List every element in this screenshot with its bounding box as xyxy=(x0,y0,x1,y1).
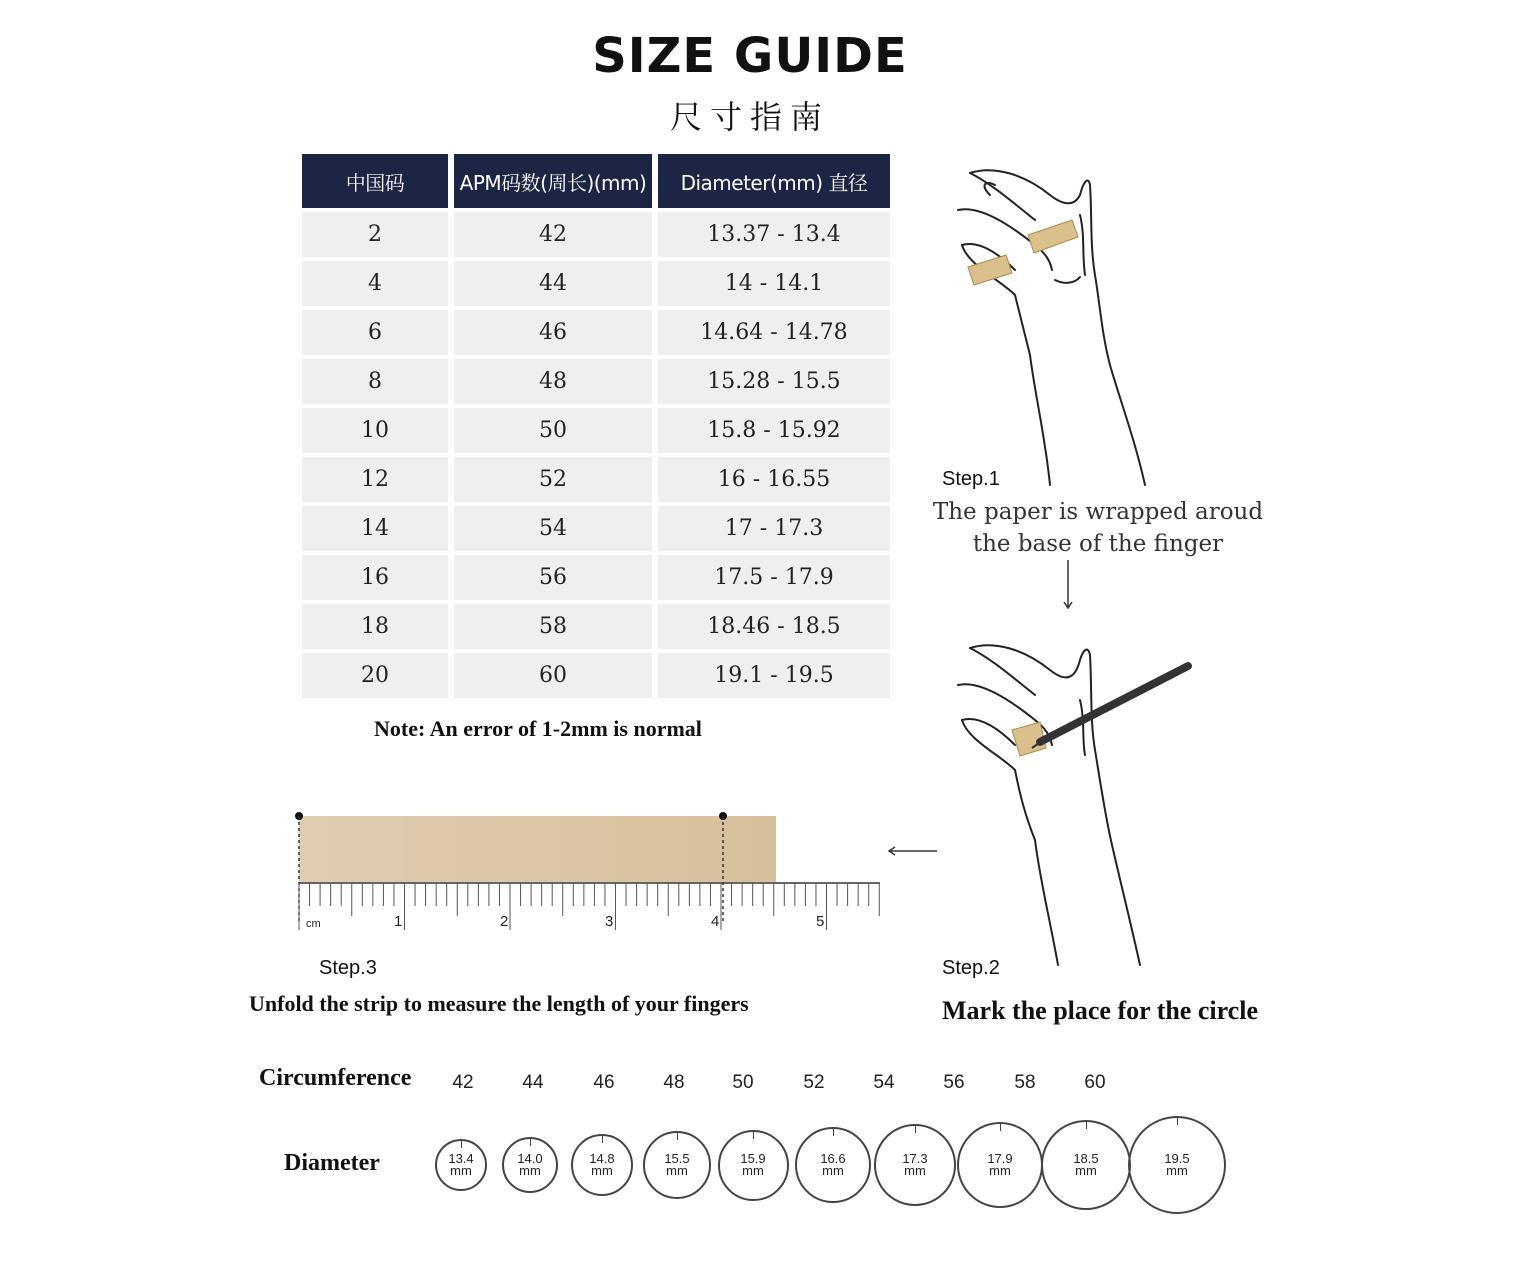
cell-apm-size: 46 xyxy=(454,310,652,355)
step2-description: Mark the place for the circle xyxy=(942,996,1258,1025)
diameter-value: 15.9 xyxy=(740,1151,766,1166)
circumference-label: Circumference xyxy=(259,1065,412,1091)
circumference-value: 42 xyxy=(452,1072,474,1093)
table-row xyxy=(302,310,890,355)
step1-description xyxy=(900,496,1296,560)
table-row xyxy=(302,212,890,257)
cell-diameter: 13.37 - 13.4 xyxy=(658,212,890,257)
diameter-unit: mm xyxy=(591,1162,613,1178)
diameter-ring xyxy=(957,1122,1043,1208)
diameter-value: 17.9 xyxy=(987,1150,1013,1166)
table-row xyxy=(302,359,890,404)
diameter-unit: mm xyxy=(822,1162,844,1178)
ruler-number-4: 4 xyxy=(711,913,720,930)
down-arrow-icon xyxy=(1060,560,1076,612)
cell-china-size: 10 xyxy=(302,408,448,453)
diameter-ring-label xyxy=(645,1150,709,1178)
ruler-number-5: 5 xyxy=(816,913,825,930)
circumference-value: 56 xyxy=(943,1072,965,1093)
diameter-unit: mm xyxy=(519,1162,541,1178)
diameter-ring-label xyxy=(797,1150,869,1178)
diameter-unit: mm xyxy=(989,1162,1011,1178)
cell-diameter: 15.28 - 15.5 xyxy=(658,359,890,404)
table-row xyxy=(302,457,890,502)
cell-diameter: 14 - 14.1 xyxy=(658,261,890,306)
cell-apm-size: 48 xyxy=(454,359,652,404)
cell-apm-size: 44 xyxy=(454,261,652,306)
diameter-ring-label xyxy=(504,1150,557,1178)
cell-apm-size: 52 xyxy=(454,457,652,502)
diameter-ring xyxy=(502,1137,559,1194)
diameter-ring-label xyxy=(573,1150,632,1178)
table-row xyxy=(302,506,890,551)
diameter-ring-label xyxy=(1043,1150,1130,1178)
diameter-ring xyxy=(874,1124,956,1206)
cell-china-size: 8 xyxy=(302,359,448,404)
diameter-ring xyxy=(571,1134,634,1197)
cell-apm-size: 42 xyxy=(454,212,652,257)
diameter-unit: mm xyxy=(1075,1162,1097,1178)
circumference-value: 48 xyxy=(663,1072,685,1093)
ruler-unit: cm xyxy=(306,918,321,930)
cell-china-size: 20 xyxy=(302,653,448,698)
cell-china-size: 12 xyxy=(302,457,448,502)
table-header-row xyxy=(302,154,890,208)
diameter-value: 14.8 xyxy=(589,1150,615,1166)
step3-label: Step.3 xyxy=(319,957,377,979)
circumference-value: 54 xyxy=(873,1072,895,1093)
diameter-ring-label xyxy=(959,1150,1041,1178)
cell-apm-size: 58 xyxy=(454,604,652,649)
diameter-value: 17.3 xyxy=(902,1150,928,1166)
cell-diameter: 14.64 - 14.78 xyxy=(658,310,890,355)
note-text: Note: An error of 1-2mm is normal xyxy=(374,716,702,741)
table-row xyxy=(302,604,890,649)
header-china-size: 中国码 xyxy=(302,154,448,208)
diameter-ring xyxy=(1128,1116,1226,1214)
cell-diameter: 16 - 16.55 xyxy=(658,457,890,502)
ruler-number-1: 1 xyxy=(394,913,403,930)
circumference-value: 52 xyxy=(803,1072,825,1093)
cell-china-size: 2 xyxy=(302,212,448,257)
cell-china-size: 4 xyxy=(302,261,448,306)
diameter-value: 16.6 xyxy=(820,1150,846,1166)
diameter-unit: mm xyxy=(450,1163,472,1178)
diameter-ring xyxy=(643,1131,711,1199)
diameter-ring-label xyxy=(876,1150,954,1178)
diameter-ring xyxy=(718,1130,789,1201)
step3-description: Unfold the strip to measure the length of your fingers xyxy=(249,991,749,1016)
ruler xyxy=(290,808,890,936)
cell-china-size: 14 xyxy=(302,506,448,551)
circumference-value: 50 xyxy=(732,1072,754,1093)
header-apm-size: APM码数(周长)(mm) xyxy=(454,154,652,208)
left-arrow-icon xyxy=(885,843,941,859)
cell-china-size: 6 xyxy=(302,310,448,355)
diameter-ring-label xyxy=(1130,1150,1224,1178)
diameter-value: 18.5 xyxy=(1073,1150,1099,1166)
step1-text-line1: The paper is wrapped aroud xyxy=(932,499,1264,525)
ruler-number-2: 2 xyxy=(500,913,509,930)
step1-text-line2: the base of the finger xyxy=(972,531,1224,557)
step2-label: Step.2 xyxy=(942,957,1000,979)
diameter-ring xyxy=(1041,1120,1132,1211)
cell-apm-size: 54 xyxy=(454,506,652,551)
cell-china-size: 18 xyxy=(302,604,448,649)
cell-apm-size: 50 xyxy=(454,408,652,453)
diameter-value: 19.5 xyxy=(1164,1150,1190,1166)
diameter-ring xyxy=(795,1127,871,1203)
cell-diameter: 15.8 - 15.92 xyxy=(658,408,890,453)
cell-diameter: 18.46 - 18.5 xyxy=(658,604,890,649)
diameter-value: 14.0 xyxy=(517,1150,543,1166)
diameter-unit: mm xyxy=(666,1162,688,1178)
circumference-value: 44 xyxy=(522,1072,544,1093)
hand-mark-illustration xyxy=(940,630,1200,970)
circumference-value: 46 xyxy=(593,1072,615,1093)
table-row xyxy=(302,653,890,698)
diameter-unit: mm xyxy=(1166,1162,1188,1178)
diameter-ring-label xyxy=(437,1153,485,1177)
diameter-label: Diameter xyxy=(284,1150,380,1176)
cell-diameter: 19.1 - 19.5 xyxy=(658,653,890,698)
ruler-number-3: 3 xyxy=(605,913,614,930)
page-title: SIZE GUIDE xyxy=(592,28,908,84)
diameter-value: 13.4 xyxy=(448,1151,474,1166)
table-row xyxy=(302,555,890,600)
size-table xyxy=(296,150,896,702)
table-row xyxy=(302,408,890,453)
page-subtitle: 尺寸指南 xyxy=(669,98,830,136)
diameter-unit: mm xyxy=(742,1163,764,1178)
cell-china-size: 16 xyxy=(302,555,448,600)
cell-diameter: 17 - 17.3 xyxy=(658,506,890,551)
cell-apm-size: 56 xyxy=(454,555,652,600)
circumference-value: 60 xyxy=(1084,1072,1106,1093)
diameter-ring xyxy=(435,1139,487,1191)
diameter-ring-label xyxy=(720,1153,787,1177)
circumference-value: 58 xyxy=(1014,1072,1036,1093)
header-diameter: Diameter(mm) 直径 xyxy=(658,154,890,208)
hand-wrap-illustration xyxy=(940,155,1170,490)
diameter-value: 15.5 xyxy=(664,1150,690,1166)
cell-diameter: 17.5 - 17.9 xyxy=(658,555,890,600)
diameter-unit: mm xyxy=(904,1162,926,1178)
step1-label: Step.1 xyxy=(942,468,1000,490)
table-row xyxy=(302,261,890,306)
cell-apm-size: 60 xyxy=(454,653,652,698)
